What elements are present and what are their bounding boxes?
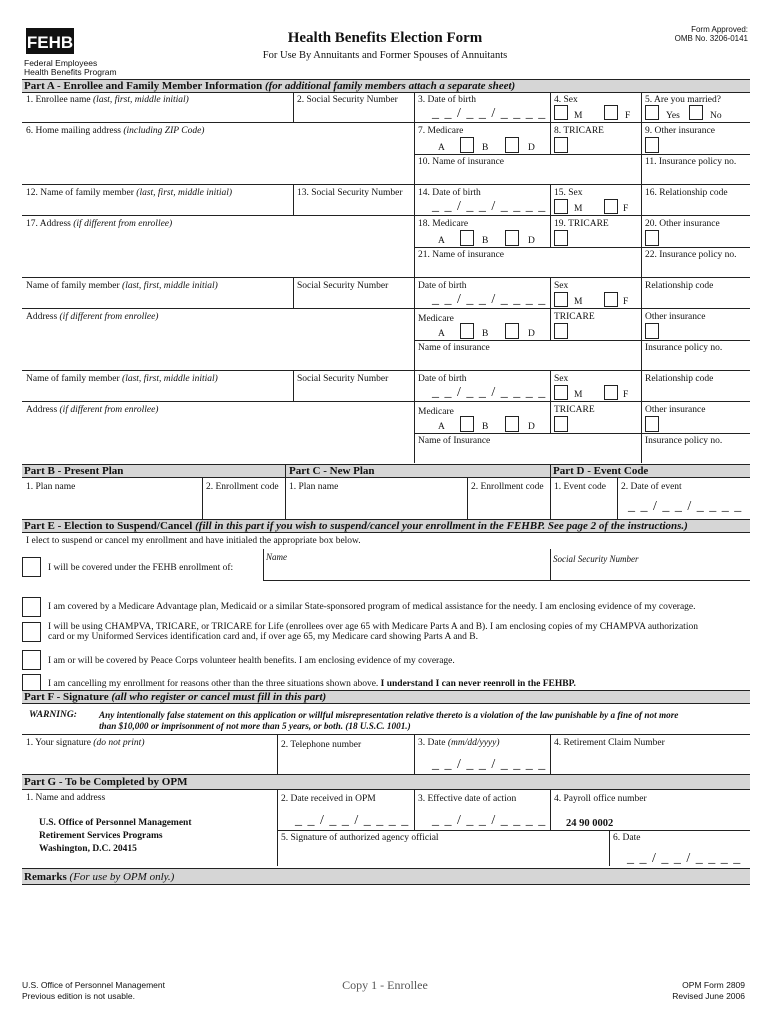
opt3-initial-box[interactable]: [22, 622, 41, 642]
opt1-initial-box[interactable]: [22, 557, 41, 577]
warning-text-line1: Any intentionally false statement on this application or willful misrepresentation relative thereto is a violation of the law punishable by a fine of not more: [99, 710, 679, 720]
retirement-claim-label: 4. Retirement Claim Number: [554, 738, 665, 748]
fam2-sex-m-box[interactable]: [554, 292, 568, 307]
married-yes-box[interactable]: [645, 105, 659, 120]
medicare-d-label: D: [528, 143, 535, 153]
tricare-box[interactable]: [554, 137, 568, 153]
fam3-medicare-a-label: A: [438, 422, 445, 432]
tricare-label: 8. TRICARE: [554, 126, 604, 136]
fam2-other-insurance-label: Other insurance: [645, 312, 706, 322]
married-yes-label: Yes: [666, 111, 680, 121]
married-label: 5. Are you married?: [645, 95, 721, 105]
medicare-a-box[interactable]: [460, 137, 474, 153]
footer-form-number: OPM Form 2809: [682, 980, 745, 990]
event-date-field[interactable]: _ _ / _ _ / _ _ _ _: [628, 499, 743, 514]
fam3-relationship-label: Relationship code: [645, 374, 714, 384]
fam1-medicare-b-label: B: [482, 236, 489, 246]
fam1-insurance-policy-label: 22. Insurance policy no.: [645, 250, 737, 260]
fam2-tricare-label: TRICARE: [554, 312, 595, 322]
fam2-medicare-d-label: D: [528, 329, 535, 339]
fam2-address-label: Address (if different from enrollee): [26, 312, 159, 322]
fam1-sex-f-box[interactable]: [604, 199, 618, 214]
fam1-ssn-label: 13. Social Security Number: [297, 188, 403, 198]
opt4-text: I am or will be covered by Peace Corps volunteer health benefits. I am enclosing evidence of my coverage.: [48, 656, 455, 666]
fam3-dob-field[interactable]: _ _ / _ _ / _ _ _ _: [432, 385, 547, 400]
fam1-dob-field[interactable]: _ _ / _ _ / _ _ _ _: [432, 199, 547, 214]
fam3-name-label: Name of family member (last, first, middle initial): [26, 374, 218, 384]
fam1-sex-label: 15. Sex: [554, 188, 583, 198]
opm-address-line2: Retirement Services Programs: [39, 831, 163, 841]
fam3-sex-label: Sex: [554, 374, 569, 384]
fam3-medicare-b-box[interactable]: [505, 416, 519, 432]
footer-copy-label: Copy 1 - Enrollee: [342, 978, 428, 992]
insurance-policy-label: 11. Insurance policy no.: [645, 157, 737, 167]
new-plan-name-label: 1. Plan name: [289, 482, 339, 492]
fam1-name-label: 12. Name of family member (last, first, middle initial): [26, 188, 233, 198]
agency-date-label: 6. Date: [613, 833, 641, 843]
part-d-title: Part D - Event Code: [553, 465, 649, 477]
opt4-initial-box[interactable]: [22, 650, 41, 670]
footer-agency: U.S. Office of Personnel Management: [22, 980, 166, 990]
effective-date-label: 3. Effective date of action: [418, 794, 517, 804]
agency-name-line1: Federal Employees: [24, 58, 98, 68]
opm-address-line1: U.S. Office of Personnel Management: [39, 818, 192, 828]
opm-name-address-label: 1. Name and address: [26, 793, 106, 803]
fam3-sex-f-label: F: [623, 390, 629, 400]
married-no-box[interactable]: [689, 105, 703, 120]
date-received-label: 2. Date received in OPM: [281, 794, 376, 804]
remarks-header: Remarks (For use by OPM only.): [22, 868, 750, 885]
fam2-tricare-box[interactable]: [554, 323, 568, 339]
part-e-header: Part E - Election to Suspend/Cancel (fill in this part if you wish to suspend/cancel your enrollment in the FEHBP. See page 2 of the instructions.): [22, 519, 750, 533]
opt3-text-line1: I will be using CHAMPVA, TRICARE, or TRICARE for Life (enrollees over age 65 with Medicare Parts A and B). I am enclosing copies of my CHAMPVA authorization: [48, 622, 698, 632]
opt2-initial-box[interactable]: [22, 597, 41, 617]
fam3-insurance-name-label: Name of Insurance: [418, 436, 491, 446]
fam1-medicare-d-label: D: [528, 236, 535, 246]
fam2-medicare-b-box[interactable]: [505, 323, 519, 339]
date-received-field[interactable]: _ _ / _ _ / _ _ _ _: [295, 813, 410, 828]
fam2-dob-field[interactable]: _ _ / _ _ / _ _ _ _: [432, 292, 547, 307]
enrollee-name-label: 1. Enrollee name (last, first, middle initial): [26, 95, 189, 105]
part-a-note: (for additional family members attach a separate sheet): [264, 80, 516, 92]
present-plan-name-label: 1. Plan name: [26, 482, 76, 492]
fam1-medicare-a-label: A: [438, 236, 445, 246]
fam2-medicare-b-label: B: [482, 329, 489, 339]
form-subtitle: For Use By Annuitants and Former Spouses of Annuitants: [262, 50, 508, 61]
agency-date-field[interactable]: _ _ / _ _ / _ _ _ _: [627, 851, 742, 866]
enrollee-sex-label: 4. Sex: [554, 95, 578, 105]
fam2-insurance-name-label: Name of insurance: [418, 343, 490, 353]
fam3-medicare-label: Medicare: [418, 407, 454, 417]
medicare-a-label: A: [438, 143, 445, 153]
fam1-address-label: 17. Address (if different from enrollee): [26, 219, 173, 229]
fam3-other-insurance-box[interactable]: [645, 416, 659, 432]
part-b-title: Part B - Present Plan: [24, 465, 124, 477]
fam1-sex-f-label: F: [623, 204, 629, 214]
part-a-header: [22, 79, 750, 93]
fam2-sex-label: Sex: [554, 281, 569, 291]
fam1-medicare-b-box[interactable]: [505, 230, 519, 246]
fam1-medicare-label: 18. Medicare: [418, 219, 469, 229]
payroll-office-label: 4. Payroll office number: [554, 794, 647, 804]
footer-revision: Revised June 2006: [672, 991, 745, 1001]
sex-f-label: F: [625, 111, 631, 121]
fam1-other-insurance-box[interactable]: [645, 230, 659, 246]
medicare-label: 7. Medicare: [418, 126, 464, 136]
new-enrollment-code-label: 2. Enrollment code: [471, 482, 544, 492]
part-c-title: Part C - New Plan: [289, 465, 375, 477]
fam1-dob-label: 14. Date of birth: [418, 188, 481, 198]
fam3-tricare-label: TRICARE: [554, 405, 595, 415]
event-code-label: 1. Event code: [554, 482, 606, 492]
fam1-medicare-a-box[interactable]: [460, 230, 474, 246]
warning-text-line2: than $10,000 or imprisonment of not more than 5 years, or both. (18 U.S.C. 1001.): [99, 721, 411, 731]
fam2-medicare-a-label: A: [438, 329, 445, 339]
fam1-insurance-name-label: 21. Name of insurance: [418, 250, 504, 260]
opt1-name-label: Name: [266, 552, 287, 562]
medicare-b-box[interactable]: [505, 137, 519, 153]
signature-date-field[interactable]: _ _ / _ _ / _ _ _ _: [432, 757, 547, 772]
fam2-sex-f-box[interactable]: [604, 292, 618, 307]
fam3-address-label: Address (if different from enrollee): [26, 405, 159, 415]
other-insurance-label: 9. Other insurance: [645, 126, 715, 136]
fam3-sex-f-box[interactable]: [604, 385, 618, 400]
fam3-ssn-label: Social Security Number: [297, 374, 389, 384]
fam1-tricare-label: 19. TRICARE: [554, 219, 609, 229]
signature-date-label: 3. Date (mm/dd/yyyy): [418, 738, 500, 748]
enrollee-sex-m-box[interactable]: [554, 105, 568, 120]
signature-label: 1. Your signature (do not print): [26, 738, 145, 748]
fam2-insurance-policy-label: Insurance policy no.: [645, 343, 723, 353]
fam2-sex-f-label: F: [623, 297, 629, 307]
fam2-sex-m-label: M: [574, 297, 583, 307]
enrollee-sex-f-box[interactable]: [604, 105, 618, 120]
fam3-medicare-d-label: D: [528, 422, 535, 432]
married-no-label: No: [710, 111, 722, 121]
enrollee-dob-label: 3. Date of birth: [418, 95, 477, 105]
payroll-office-number: 24 90 0002: [566, 818, 614, 829]
other-insurance-box[interactable]: [645, 137, 659, 153]
fam2-relationship-label: Relationship code: [645, 281, 714, 291]
enrollee-ssn-label: 2. Social Security Number: [297, 95, 398, 105]
fam2-other-insurance-box[interactable]: [645, 323, 659, 339]
opt3-text-line2: card or my Uniformed Services identification card and, if over age 65, my Medicare card showing Parts A and B.: [48, 632, 479, 642]
fam1-tricare-box[interactable]: [554, 230, 568, 246]
omb-number: OMB No. 3206-0141: [674, 34, 748, 43]
fam1-sex-m-label: M: [574, 204, 583, 214]
fam2-dob-label: Date of birth: [418, 281, 467, 291]
fam2-medicare-a-box[interactable]: [460, 323, 474, 339]
footer-edition-note: Previous edition is not usable.: [22, 991, 135, 1001]
opt1-text: I will be covered under the FEHB enrollment of:: [48, 563, 234, 573]
agency-name-line2: Health Benefits Program: [24, 67, 117, 77]
fam3-dob-label: Date of birth: [418, 374, 467, 384]
fam1-relationship-label: 16. Relationship code: [645, 188, 728, 198]
fam3-sex-m-label: M: [574, 390, 583, 400]
fam3-medicare-b-label: B: [482, 422, 489, 432]
fam2-ssn-label: Social Security Number: [297, 281, 389, 291]
fam3-other-insurance-label: Other insurance: [645, 405, 706, 415]
fam3-medicare-a-box[interactable]: [460, 416, 474, 432]
enrollee-dob-field[interactable]: _ _ / _ _ / _ _ _ _: [432, 106, 547, 121]
part-f-header: Part F - Signature (all who register or cancel must fill in this part): [22, 690, 750, 704]
fam2-medicare-label: Medicare: [418, 314, 454, 324]
insurance-name-label: 10. Name of insurance: [418, 157, 504, 167]
fam3-sex-m-box[interactable]: [554, 385, 568, 400]
sex-m-label: M: [574, 111, 583, 121]
telephone-label: 2. Telephone number: [281, 740, 362, 750]
part-e-intro: I elect to suspend or cancel my enrollment and have initialed the appropriate box below.: [26, 536, 361, 546]
fam3-tricare-box[interactable]: [554, 416, 568, 432]
form-title: Health Benefits Election Form: [287, 30, 483, 46]
part-g-header: Part G - To be Completed by OPM: [22, 774, 750, 790]
opt1-ssn-label: Social Security Number: [553, 554, 639, 564]
event-date-label: 2. Date of event: [621, 482, 682, 492]
agency-signature-label: 5. Signature of authorized agency official: [281, 833, 439, 843]
form-approved: Form Approved:: [691, 25, 748, 34]
medicare-b-label: B: [482, 143, 489, 153]
fam2-name-label: Name of family member (last, first, middle initial): [26, 281, 218, 291]
warning-label: WARNING:: [29, 710, 77, 720]
home-address-label: 6. Home mailing address (including ZIP Code): [26, 126, 205, 136]
part-a-title: Part A - Enrollee and Family Member Information: [24, 80, 263, 92]
logo-text: FEHB: [26, 33, 74, 52]
present-enrollment-code-label: 2. Enrollment code: [206, 482, 279, 492]
fam3-insurance-policy-label: Insurance policy no.: [645, 436, 723, 446]
fam1-sex-m-box[interactable]: [554, 199, 568, 214]
effective-date-field[interactable]: _ _ / _ _ / _ _ _ _: [432, 813, 547, 828]
opm-address-line3: Washington, D.C. 20415: [39, 844, 137, 854]
fam1-other-insurance-label: 20. Other insurance: [645, 219, 720, 229]
opt5-text: I am cancelling my enrollment for reasons other than the three situations shown above. I understand I can never reenroll in the FEHBP.: [48, 679, 576, 689]
opt2-text: I am covered by a Medicare Advantage plan, Medicaid or a similar State-sponsored program of medical assistance for the needy. I am enclosing evidence of my coverage.: [48, 602, 696, 612]
